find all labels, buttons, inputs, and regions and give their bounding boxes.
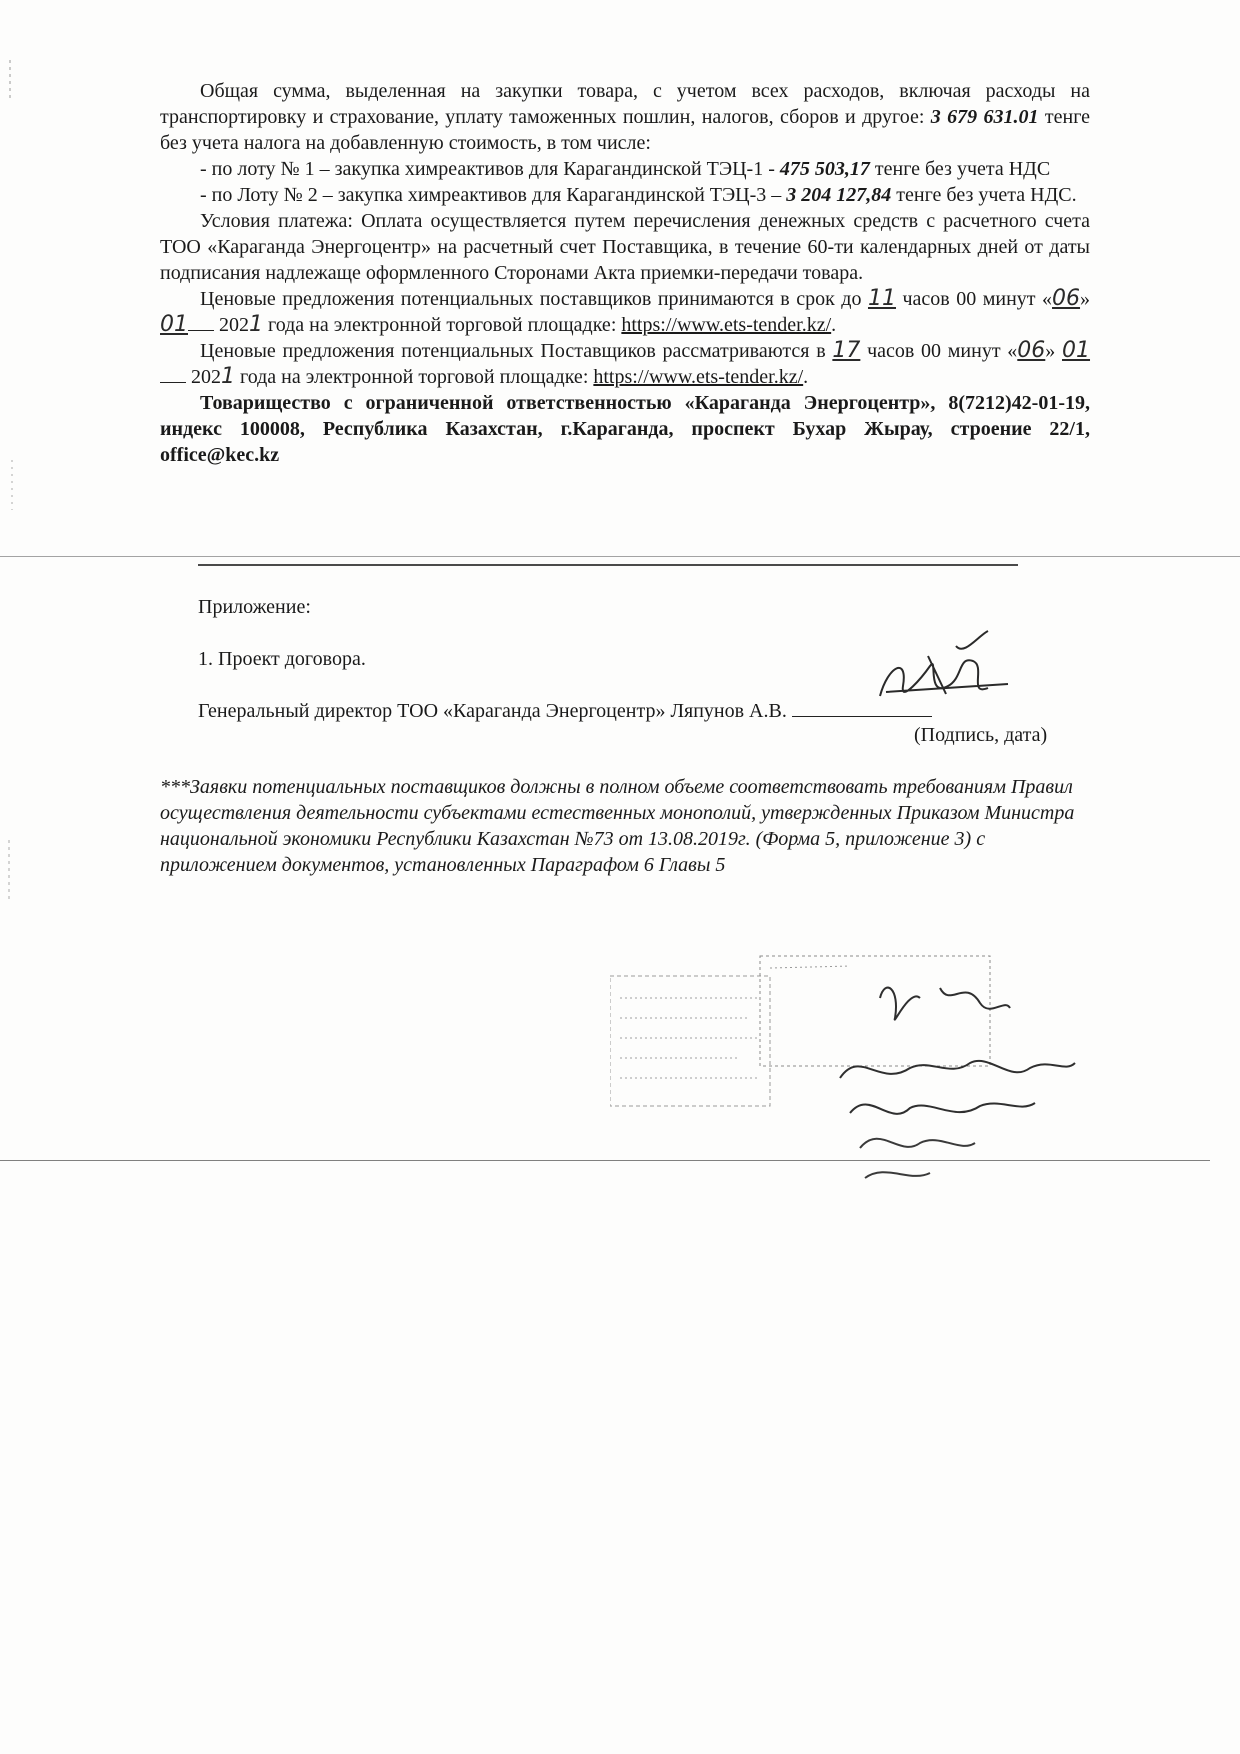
scan-line-bottom (0, 1160, 1210, 1161)
accept-year-prefix: 202 (219, 314, 249, 336)
accept-hour-handwritten: 11 (867, 286, 896, 311)
lot1-amount: 475 503,17 (779, 158, 870, 180)
director-signature (868, 626, 1018, 716)
review-url-link[interactable]: https://www.ets-tender.kz/ (593, 366, 804, 388)
review-year-prefix: 202 (191, 366, 221, 388)
review-text-1: Ценовые предложения потенциальных Поставщиков рассматриваются в (200, 340, 826, 362)
attachment-label: Приложение: (198, 596, 311, 618)
lot2-amount: 3 204 127,84 (786, 184, 892, 206)
payment-paragraph: Условия платежа: Оплата осуществляется путем перечисления денежных средств с расчетного счета ТОО «Караганда Энергоцентр» на расчетный счет Поставщика, в течение 60-ти календарных дней от даты подписания надлежаще оформленного Сторонами Акта приемки-передачи товара. (160, 210, 1090, 284)
review-year-digit-handwritten: 1 (221, 364, 235, 389)
attachment-item: 1. Проект договора. (198, 648, 366, 670)
review-month-blank (160, 364, 186, 383)
total-amount: 3 679 631.01 (930, 106, 1039, 128)
review-text-2: часов 00 минут « (867, 340, 1018, 362)
accept-text-5: года на электронной торговой площадке: (268, 314, 617, 336)
review-text-3: » (1045, 340, 1056, 362)
accept-text-3: » (1080, 288, 1091, 310)
footnote: ***Заявки потенциальных поставщиков должны в полном объеме соответствовать требованиям Правил осуществления деятельности субъектами естественных монополий, утвержденных Приказом Министра национальной экономики Республики Казахстан №73 от 13.08.2019г. (Форма 5, приложение 3) с приложением документов, установленных Параграфом 6 Главы 5 (160, 776, 1075, 876)
lot2-tail: тенге без учета НДС. (896, 184, 1077, 206)
lot1-paragraph (160, 156, 1090, 182)
attachment-block (198, 594, 998, 620)
review-paragraph (160, 338, 1090, 390)
accept-month-handwritten: 01 (160, 312, 188, 337)
accept-day-handwritten: 06 (1052, 286, 1081, 311)
section-divider (198, 564, 1018, 566)
lot1-text: - по лоту № 1 – закупка химреактивов для Карагандинской ТЭЦ-1 - (200, 158, 775, 180)
accept-text-1: Ценовые предложения потенциальных поставщиков принимаются в срок до (200, 288, 862, 310)
review-text-5: года на электронной торговой площадке: (240, 366, 589, 388)
accept-paragraph (160, 286, 1090, 338)
total-paragraph (160, 78, 1090, 156)
margin-marks (4, 40, 18, 940)
lot1-tail: тенге без учета НДС (874, 158, 1051, 180)
review-end: . (803, 366, 809, 388)
review-day-handwritten: 06 (1017, 338, 1046, 363)
signature-text: Генеральный директор ТОО «Караганда Энергоцентр» Ляпунов А.В. (198, 700, 787, 722)
review-month-handwritten: 01 (1062, 338, 1091, 363)
accept-text-2: часов 00 минут « (902, 288, 1053, 310)
company-info: Товарищество с ограниченной ответственностью «Караганда Энергоцентр», 8(7212)42-01-19, индекс 100008, Республика Казахстан, г.Караганда, проспект Бухар Жырау, строение 22/1, office@kec.kz (160, 392, 1090, 466)
main-text (160, 78, 1090, 468)
total-tail: тенге без учета налога на добавленную стоимость, в том числе: (160, 106, 1091, 154)
accept-month-blank (188, 312, 214, 331)
accept-end: . (831, 314, 837, 336)
accept-url-link[interactable]: https://www.ets-tender.kz/ (621, 314, 832, 336)
scan-line-top (0, 556, 1240, 557)
lot2-paragraph (160, 182, 1090, 208)
lot2-text: - по Лоту № 2 – закупка химреактивов для Карагандинской ТЭЦ-3 – (200, 184, 782, 206)
accept-year-digit-handwritten: 1 (249, 312, 263, 337)
total-lead: Общая сумма, выделенная на закупки товара, с учетом всех расходов, включая расходы на транспортировку и страхование, уплату таможенных пошлин, налогов, сборов и другое: (160, 80, 1090, 128)
signature-caption: (Подпись, дата) (914, 724, 1048, 746)
review-hour-handwritten: 17 (832, 338, 861, 363)
